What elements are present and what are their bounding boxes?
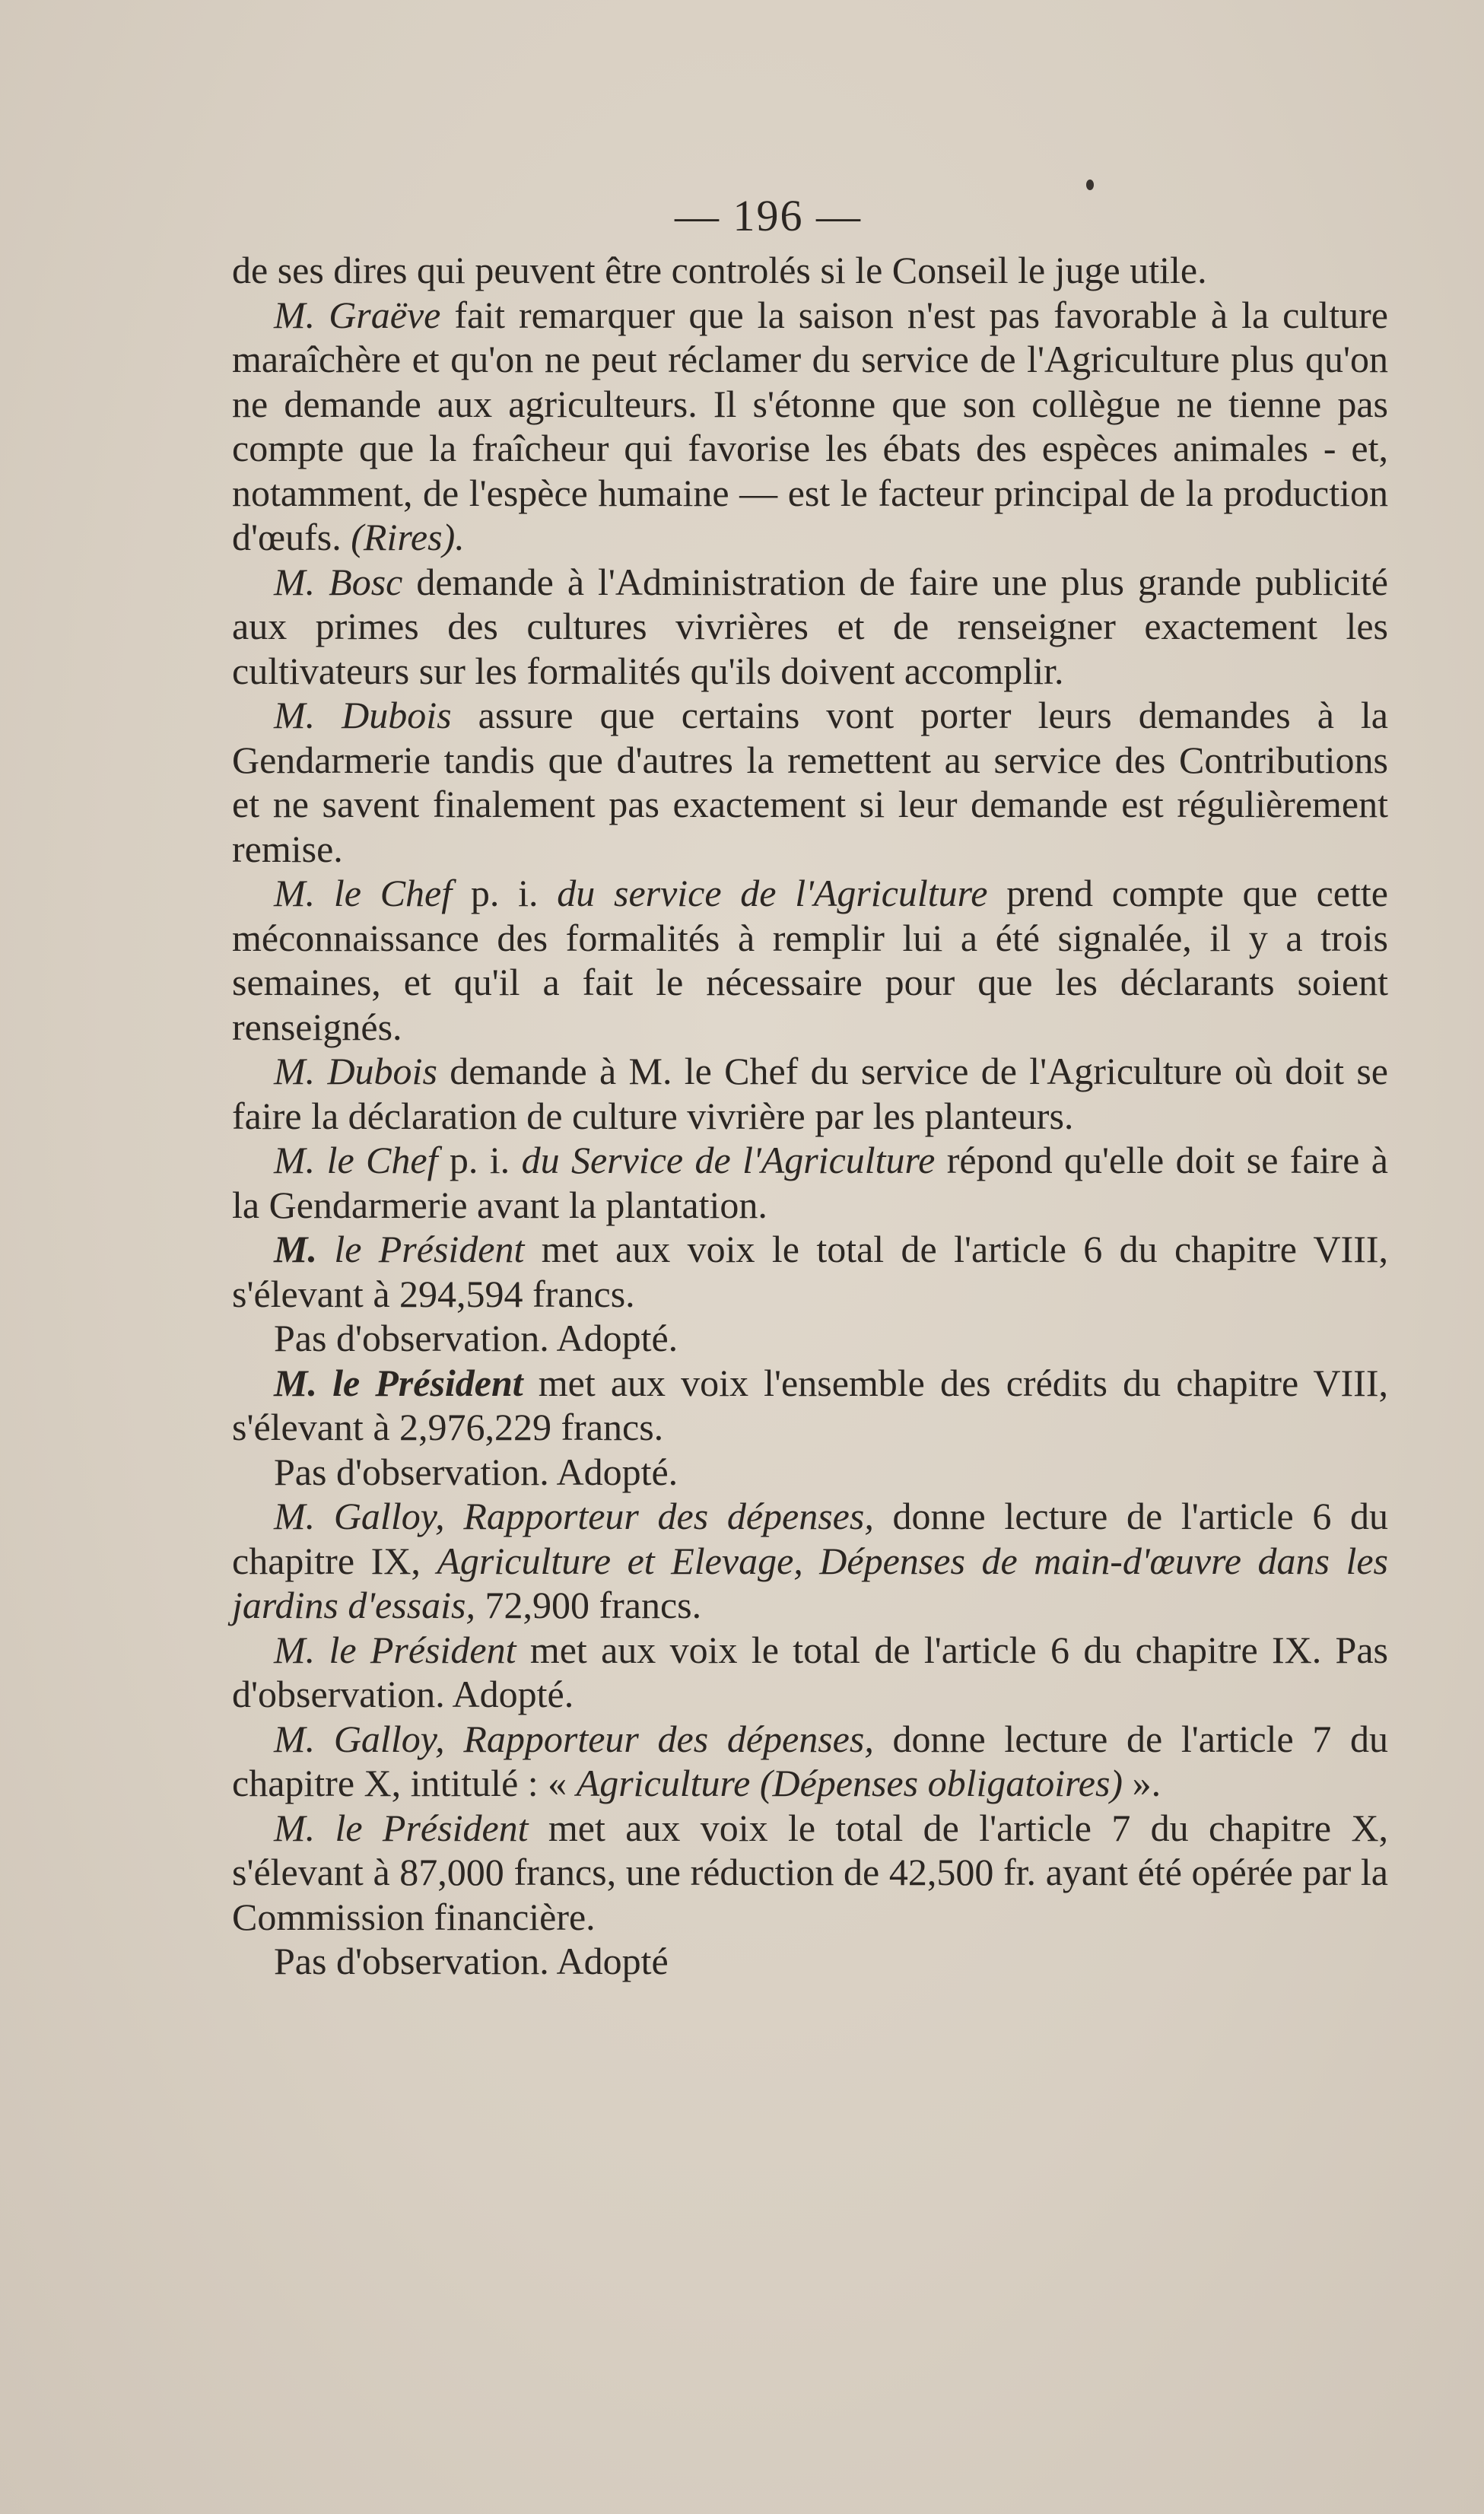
speaker-mid: p. i. bbox=[437, 1139, 522, 1181]
speaker-title: M. bbox=[274, 872, 334, 914]
paragraph bbox=[232, 1316, 1388, 1361]
speaker-name: le Président bbox=[335, 1806, 529, 1849]
ink-spot bbox=[1086, 180, 1094, 190]
speaker-service: du service de l'Agriculture bbox=[557, 872, 988, 914]
speaker-title: M. bbox=[274, 1806, 335, 1849]
speaker-name: Galloy, Rapporteur des dépenses, bbox=[333, 1717, 874, 1760]
speaker-title: M. bbox=[274, 293, 329, 336]
paragraph-text: répond qu'elle doit se faire à la Gendarmerie avant la plantation. bbox=[232, 1139, 1388, 1226]
italic-title: Agriculture (Dépenses obligatoires) bbox=[576, 1762, 1123, 1804]
speaker-service: du Service de l'Agriculture bbox=[521, 1139, 936, 1181]
paragraph-text: donne lecture de l'article 7 du chapitre X, intitulé : « bbox=[232, 1717, 1389, 1804]
speaker-title: M. bbox=[274, 1228, 335, 1270]
paragraph-text: de ses dires qui peuvent être controlés si le Conseil le juge utile. bbox=[232, 249, 1207, 291]
paragraph-text: fait remarquer que la saison n'est pas favorable à la culture maraîchère et qu'on ne peut réclamer du service de l'Agriculture plus qu'on ne demande aux agriculteurs. Il s'étonne que son collègue ne tienne pas compte que la fraîcheur qui favorise les ébats des espèces animales - et, notamment, de l'espèce humaine — est le facteur principal de la production d'œufs. bbox=[232, 293, 1389, 558]
italic-note: (Rires). bbox=[351, 516, 465, 558]
page-number: — 196 — bbox=[675, 191, 862, 240]
paragraph-text: Pas d'observation. Adopté bbox=[274, 1940, 669, 1982]
minutes-text bbox=[232, 248, 1388, 1984]
paragraph bbox=[232, 1227, 1388, 1316]
speaker-name: le Chef bbox=[326, 1139, 438, 1181]
speaker-name: Galloy, Rapporteur des dépenses, bbox=[333, 1495, 874, 1537]
paragraph-text: assure que certains vont porter leurs demandes à la Gendarmerie tandis que d'autres la remettent au service des Contributions et ne savent finalement pas exactement si leur demande est régulièrement remise. bbox=[232, 694, 1388, 870]
paragraph-text: met aux voix le total de l'article 6 du chapitre VIII, s'élevant à 294,594 francs. bbox=[232, 1228, 1388, 1315]
paragraph bbox=[232, 871, 1388, 1049]
paragraph bbox=[232, 1049, 1388, 1138]
paragraph-text: met aux voix l'ensemble des crédits du chapitre VIII, s'élevant à 2,976,229 francs. bbox=[232, 1361, 1388, 1448]
paragraph-text: Pas d'observation. Adopté. bbox=[274, 1450, 678, 1493]
speaker-title: M. bbox=[274, 1628, 329, 1671]
paragraph-text: prend compte que cette méconnaissance des formalités à remplir lui a été signalée, il y a trois semaines, et qu'il a fait le nécessaire pour que les déclarants soient renseignés. bbox=[232, 872, 1388, 1048]
paragraph bbox=[232, 248, 1388, 293]
speaker-title: M. bbox=[274, 1495, 334, 1537]
speaker-name: Dubois bbox=[327, 1050, 437, 1092]
speaker-name: le Président bbox=[329, 1628, 516, 1671]
paragraph-text: Pas d'observation. Adopté. bbox=[274, 1317, 678, 1359]
speaker-title: M. bbox=[274, 560, 329, 603]
speaker-title: M. bbox=[274, 1050, 328, 1092]
paragraph bbox=[232, 1628, 1388, 1717]
speaker-mid: p. i. bbox=[452, 872, 558, 914]
paragraph-text: met aux voix le total de l'article 7 du chapitre X, s'élevant à 87,000 francs, une réduction de 42,500 fr. ayant été opérée par la Commission financière. bbox=[232, 1806, 1388, 1938]
paragraph-text: met aux voix le total de l'article 6 du chapitre IX. Pas d'observation. Adopté. bbox=[232, 1628, 1388, 1715]
paragraph bbox=[232, 293, 1388, 560]
italic-title: Agriculture et Elevage, Dépenses de main-d'œuvre dans les jardins d'essais, bbox=[232, 1539, 1388, 1626]
speaker-name: le Président bbox=[334, 1228, 525, 1270]
paragraph bbox=[232, 560, 1388, 694]
speaker-title: M. bbox=[274, 1361, 333, 1404]
speaker-name: Graëve bbox=[329, 293, 441, 336]
speaker-name: Dubois bbox=[342, 694, 452, 736]
paragraph bbox=[232, 1138, 1388, 1227]
paragraph bbox=[232, 1717, 1388, 1806]
paragraph bbox=[232, 693, 1388, 871]
paragraph-text-end: ». bbox=[1123, 1762, 1161, 1804]
speaker-title: M. bbox=[274, 694, 342, 736]
paragraph-text: donne lecture de l'article 6 du chapitre IX, bbox=[232, 1495, 1389, 1582]
speaker-name: le Président bbox=[332, 1361, 523, 1404]
paragraph bbox=[232, 1939, 1388, 1984]
paragraph-text-end: 72,900 francs. bbox=[475, 1584, 702, 1626]
paragraph bbox=[232, 1806, 1388, 1940]
speaker-name: le Chef bbox=[333, 872, 453, 914]
speaker-title: M. bbox=[274, 1717, 334, 1760]
paragraph bbox=[232, 1450, 1388, 1495]
paragraph-text: demande à M. le Chef du service de l'Agriculture où doit se faire la déclaration de culture vivrière par les planteurs. bbox=[232, 1050, 1388, 1137]
paragraph bbox=[232, 1494, 1388, 1628]
speaker-title: M. bbox=[274, 1139, 327, 1181]
speaker-name: Bosc bbox=[329, 560, 403, 603]
paragraph-text: demande à l'Administration de faire une plus grande publicité aux primes des cultures vivrières et de renseigner exactement les cultivateurs sur les formalités qu'ils doivent accomplir. bbox=[232, 560, 1388, 692]
paragraph bbox=[232, 1361, 1388, 1450]
